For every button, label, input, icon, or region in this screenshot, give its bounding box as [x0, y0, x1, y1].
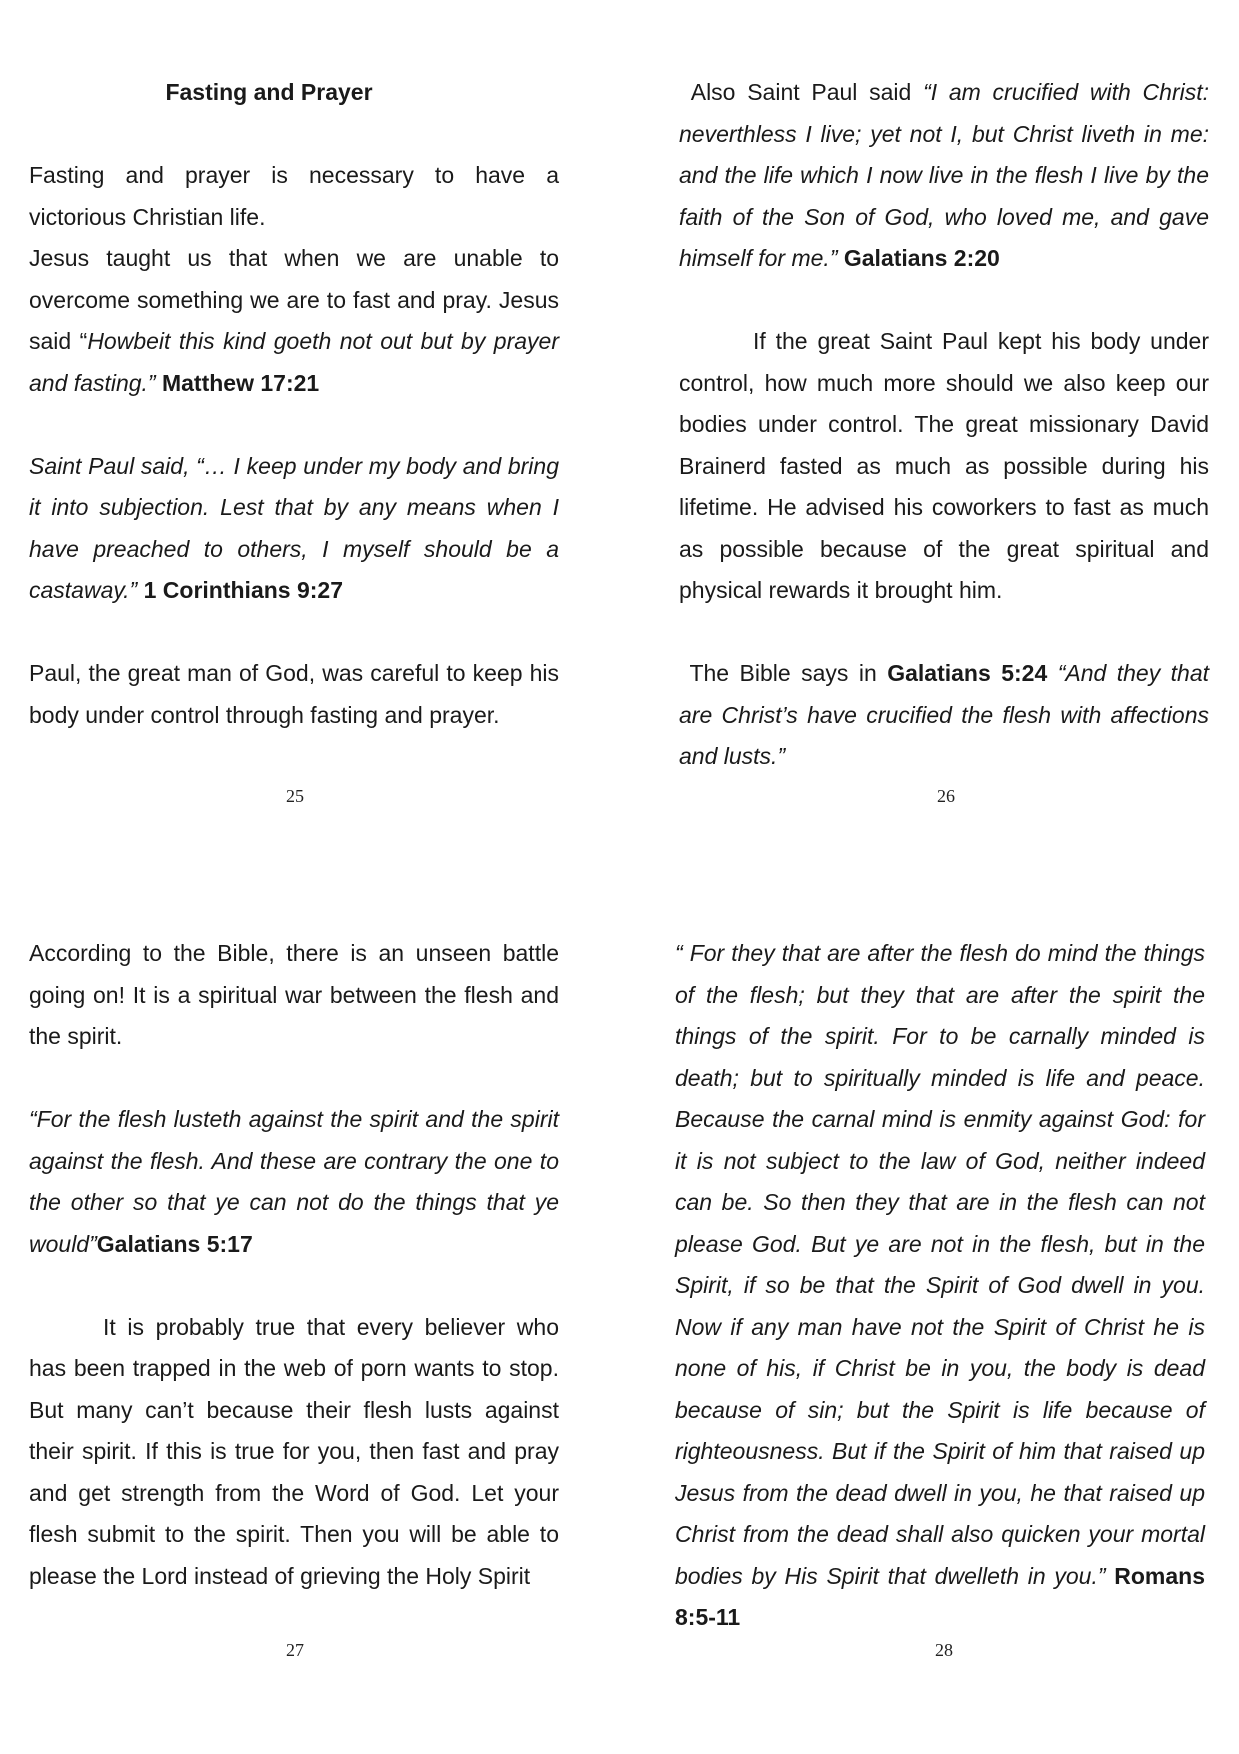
paragraph-jesus-taught: [29, 238, 559, 404]
paragraph-galatians: [679, 653, 1209, 778]
scripture-quote: “I am crucified with Christ: neverthless I live; yet not I, but Christ liveth in me: and the life which I now live in the flesh I live by the faith of the Son of God, who loved me, and gave himself for me.”: [679, 79, 1209, 271]
paragraph-unseen-battle: According to the Bible, there is an unseen battle going on! It is a spiritual war between the flesh and the spirit.: [29, 940, 559, 1049]
page-27: [29, 933, 559, 1597]
paragraph-fasting-intro: Fasting and prayer is necessary to have a victorious Christian life.: [29, 162, 559, 230]
page-number: 25: [286, 786, 304, 806]
scripture-reference: Galatians 2:20: [843, 245, 1000, 271]
page-number: 27: [286, 1640, 304, 1660]
scripture-quote: Saint Paul said, “… I keep under my body and bring it into subjection. Lest that by any means when I have preached to others, I myself should be a castaway.”: [29, 452, 559, 603]
paragraph-saint-paul: [29, 446, 559, 612]
paragraph-flesh-lusteth: [29, 1099, 559, 1265]
page-number: 28: [935, 1640, 953, 1660]
scripture-reference: Galatians 5:17: [96, 1230, 253, 1257]
page-26: [679, 72, 1209, 778]
scripture-reference: Romans 8:5-11: [675, 1562, 1206, 1630]
scripture-reference: Galatians 5:24: [887, 660, 1048, 686]
paragraph-brainerd: If the great Saint Paul kept his body under control, how much more should we also keep our bodies under control. The great missionary David Brainerd fasted as much as possible during his lifetime. He advised his coworkers to fast as much as possible because of the great spiritual and physical rewards it brought him.: [679, 328, 1209, 603]
page-28: [675, 933, 1205, 1639]
paragraph-romans: [675, 933, 1205, 1639]
paragraph-crucified: [679, 72, 1209, 280]
paragraph-paul-control: Paul, the great man of God, was careful to keep his body under control through fasting and prayer.: [29, 660, 559, 728]
scripture-quote: “For the flesh lusteth against the spirit and the spirit against the flesh. And these are contrary the one to the other so that ye can not do the things that ye would”: [29, 1106, 559, 1257]
paragraph-text: The Bible says in: [689, 660, 888, 686]
paragraph-believer: It is probably true that every believer who has been trapped in the web of porn wants to stop. But many can’t because their flesh lusts against their spirit. If this is true for you, then fast and pray and get strength from the Word of God. Let your flesh submit to the spirit. Then you will be able to please the Lord instead of grieving the Holy Spirit: [29, 1313, 559, 1589]
scripture-quote: Howbeit this kind goeth not out but by prayer and fasting.”: [29, 328, 559, 396]
page-25: [29, 72, 559, 736]
page-title: Fasting and Prayer: [165, 79, 373, 105]
scripture-reference: Matthew 17:21: [161, 369, 320, 396]
page-number: 26: [937, 786, 955, 806]
paragraph-text: Jesus taught us that when we are unable to overcome something we are to fast and pray. Jesus said “: [29, 245, 559, 354]
scripture-quote: “And they that are Christ’s have crucified the flesh with affections and lusts.”: [679, 660, 1210, 769]
scripture-reference: 1 Corinthians 9:27: [143, 577, 343, 603]
paragraph-text: Also Saint Paul said: [690, 79, 924, 105]
scripture-quote: “ For they that are after the flesh do mind the things of the flesh; but they that are after the spirit the things of the spirit. For to be carnally minded is death; but to spiritually minded is life and peace. Because the carnal mind is enmity against God: for it is not subject to the law of God, neither indeed can be. So then they that are in the flesh can not please God. But ye are not in the flesh, but in the Spirit, if so be that the Spirit of God dwell in you. Now if any man have not the Spirit of Christ he is none of his, if Christ be in you, the body is dead because of sin; but the Spirit is life because of righteousness. But if the Spirit of him that raised up Jesus from the dead dwell in you, he that raised up Christ from the dead shall also quicken your mortal bodies by His Spirit that dwelleth in you.”: [675, 940, 1205, 1589]
